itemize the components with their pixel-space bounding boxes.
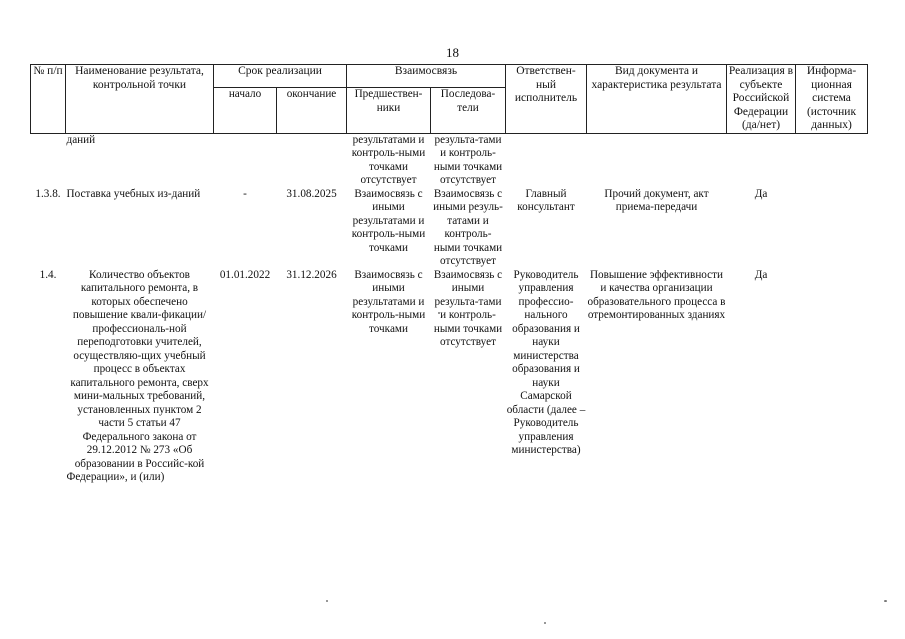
row-num: 1.4. — [39, 268, 57, 281]
row-end — [277, 133, 347, 188]
row-doc-type — [587, 133, 727, 188]
header-successors: Последова-тели — [431, 88, 506, 133]
row-responsible: Главный консультант — [517, 187, 575, 213]
row-realization: Да — [754, 268, 768, 281]
row-responsible: Руководитель управления профессио-нального образования и науки министерства образования и науки Самарской области (далее – Руководитель управления министерства) — [506, 268, 586, 456]
row-info-system — [796, 188, 868, 269]
header-relation: Взаимосвязь — [347, 65, 506, 88]
row-doc-type: Повышение эффективности и качества организации образовательного процесса в отремонтированных зданиях — [587, 268, 726, 321]
header-end: окончание — [277, 88, 347, 133]
row-info-system — [796, 269, 868, 485]
scan-speck — [438, 312, 440, 314]
table-header — [31, 65, 868, 134]
row-predecessors: результатами и контроль-ными точками отсутствует — [351, 133, 426, 186]
header-start: начало — [214, 88, 277, 133]
table-row — [31, 133, 868, 188]
scan-speck — [884, 600, 887, 602]
table-row — [31, 269, 868, 485]
row-realization: Да — [754, 187, 768, 200]
row-start — [214, 133, 277, 188]
row-start: 01.01.2022 — [219, 268, 271, 281]
row-doc-type: Прочий документ, акт приема-передачи — [604, 187, 709, 213]
scan-speck — [544, 622, 546, 624]
row-start: - — [243, 187, 247, 200]
plan-table — [30, 64, 868, 485]
row-name: даний — [66, 133, 96, 146]
header-realization: Реализация в субъекте Российской Федерации (да/нет) — [727, 65, 796, 134]
page-number: 18 — [446, 45, 459, 60]
row-name: Поставка учебных из-даний — [66, 187, 201, 200]
scan-speck — [326, 600, 328, 602]
header-num: № п/п — [31, 65, 66, 134]
header-period: Срок реализации — [214, 65, 347, 88]
row-end: 31.12.2026 — [286, 268, 337, 281]
row-predecessors: Взаимосвязь с иными результатами и контроль-ными точками — [351, 268, 426, 335]
row-name: Количество объектов капитального ремонта, в которых обеспечено повышение квали-фикации/профессиональ-ной переподготовки учителей, осуществляю-щих учебный процесс в объектах капитального ремонта, сверх мини-мальных требований, установленных пунктом 2 части 5 статьи 47 Федерального закона от 29.12.2012 № 273 «Об образовании в Российс-кой Федерации», и (или) — [66, 268, 209, 483]
header-doc-type: Вид документа и характеристика результата — [587, 65, 727, 134]
header-predecessors: Предшествен-ники — [347, 88, 431, 133]
row-end: 31.08.2025 — [286, 187, 337, 200]
row-realization — [727, 133, 796, 188]
table-row — [31, 188, 868, 269]
row-responsible — [506, 133, 587, 188]
row-num: 1.3.8. — [35, 187, 61, 200]
row-successors: Взаимосвязь с иными результа-тами и контроль-ными точками отсутствует — [433, 268, 503, 348]
header-info-system: Информа-ционная система (источник данных) — [796, 65, 868, 134]
row-successors: результа-тами и контроль-ными точками отсутствует — [433, 133, 503, 186]
row-predecessors: Взаимосвязь с иными результатами и контроль-ными точками — [351, 187, 426, 254]
row-successors: Взаимосвязь с иными резуль-татами и контроль-ными точками отсутствует — [433, 187, 503, 267]
row-num — [31, 133, 66, 188]
row-info-system — [796, 133, 868, 188]
header-responsible: Ответствен-ный исполнитель — [506, 65, 587, 134]
header-name: Наименование результата, контрольной точки — [66, 65, 214, 134]
